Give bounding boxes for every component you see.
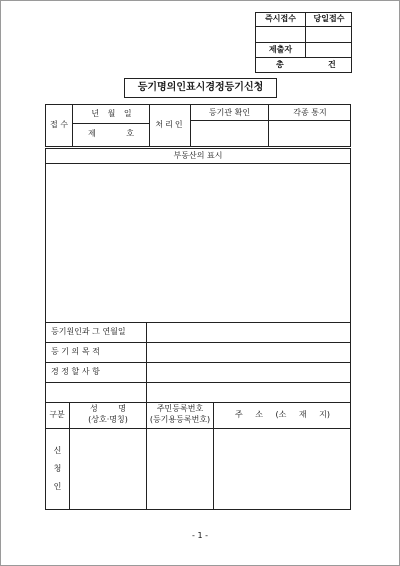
applicant-char-1: 신 [53,446,62,455]
id-header: 주민등록번호 [156,404,204,413]
correction-items-label: 경 정 할 사 항 [51,367,100,376]
name-subheader: (상호·명칭) [88,415,128,424]
page-number: - 1 - [192,531,208,540]
applicant-char-2: 청 [53,464,62,473]
officer-confirm-label: 등기관 확인 [208,108,251,117]
notices-label: 각종 통지 [293,108,327,117]
number-label: 제 호 [88,129,134,138]
name-header: 성 명 [90,404,126,413]
purpose-label: 등 기 의 목 적 [51,347,100,356]
page-title: 등기명의인표시경정등기신청 [137,82,264,93]
date-label: 년 월 일 [91,109,135,118]
immediate-receipt-label: 즉시접수 [265,14,296,23]
same-day-receipt-label: 당일접수 [313,14,345,23]
submitter-label: 제출자 [268,45,293,54]
id-subheader: (등기용등록번호) [149,415,211,424]
total-label: 총 [276,60,284,69]
count-unit-label: 건 [328,60,336,69]
property-section-header: 부동산의 표시 [173,151,223,160]
applicant-char-3: 인 [53,482,62,491]
processor-label: 처리인 [155,120,185,129]
category-header: 구분 [49,410,65,419]
cause-and-date-label: 등기원인과 그 연월일 [51,327,126,336]
reception-label: 접 수 [50,120,68,129]
address-header: 주 소 (소 재 지) [234,410,331,419]
